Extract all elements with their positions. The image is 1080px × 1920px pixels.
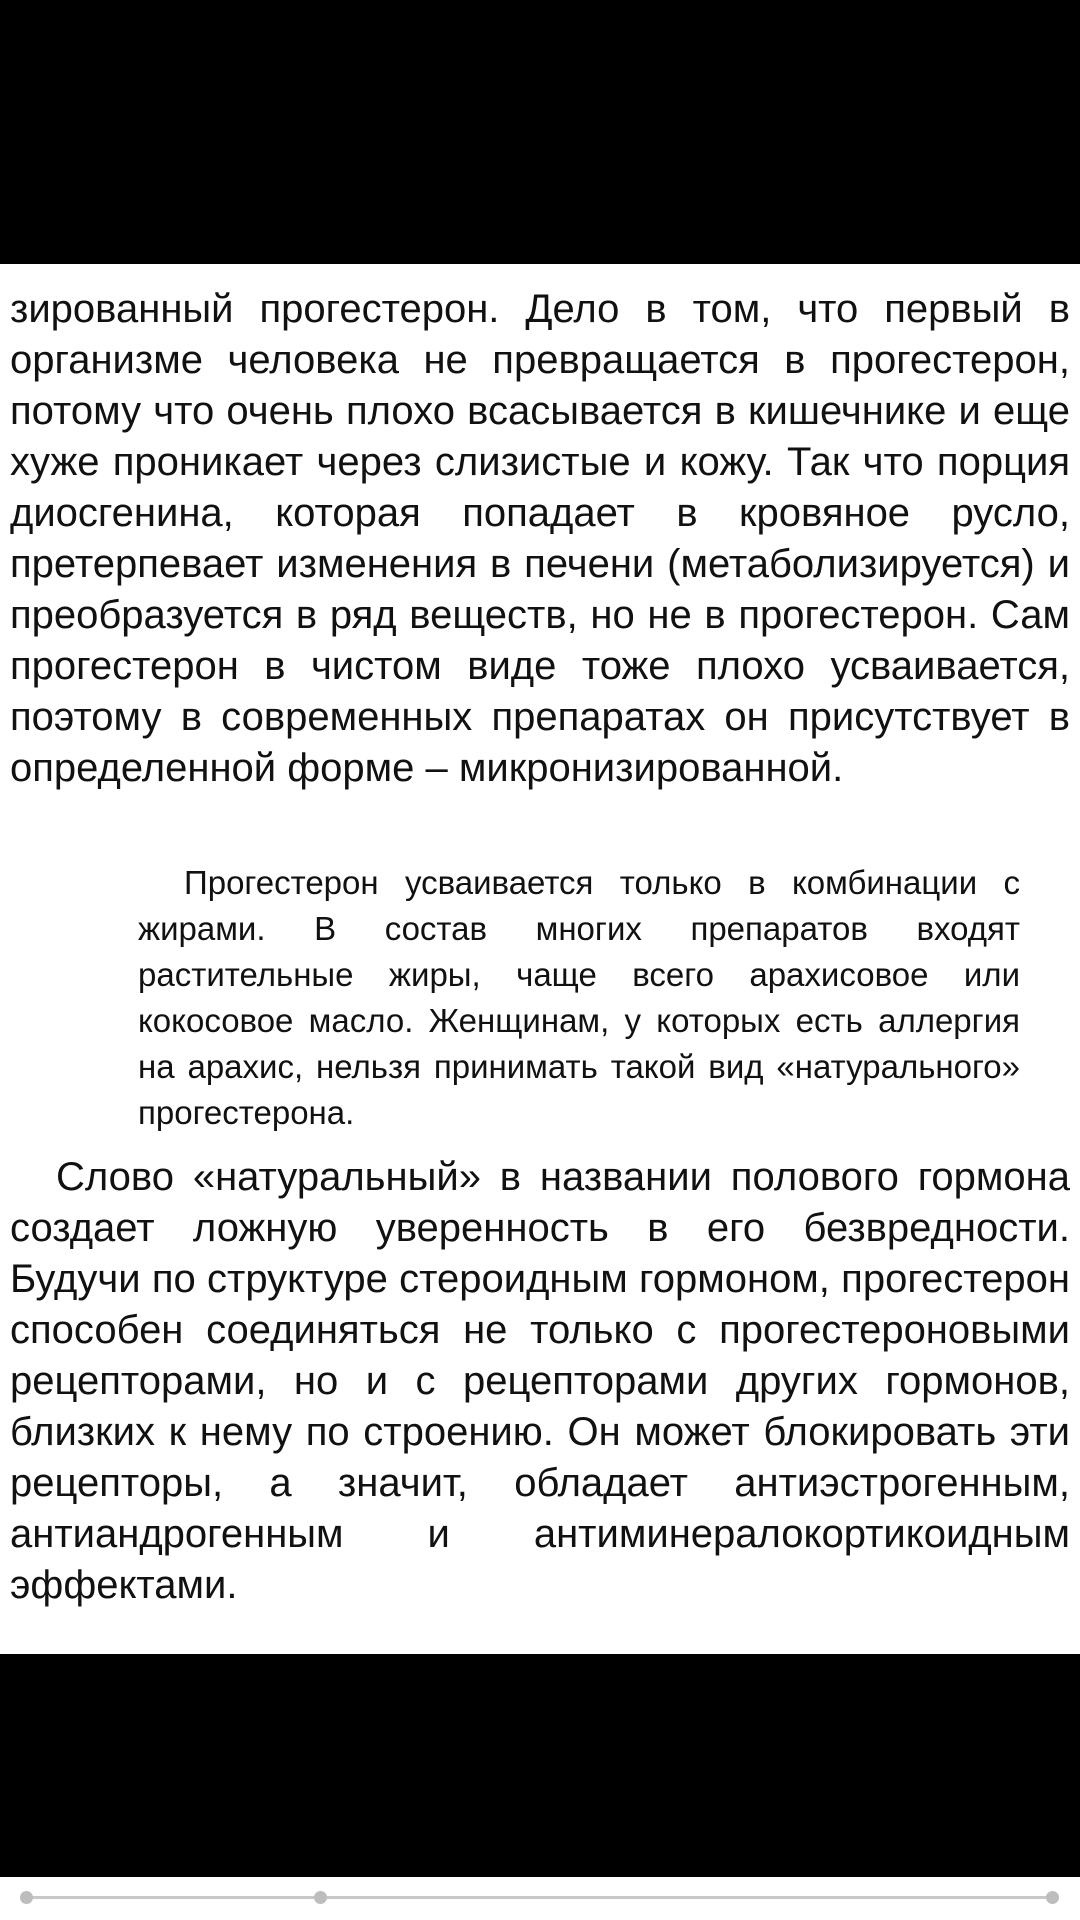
note-block: Прогестерон усваивается только в комбинации с жирами. В состав многих препаратов входят растительные жиры, чаще всего арахисовое или кокосовое масло. Женщинам, у которых есть аллергия на арахис, нельзя принимать такой вид «натурального» прогестерона. — [138, 864, 1020, 1131]
paragraph-2: Слово «натуральный» в названии полового гормона создает ложную уверенность в его безвредности. Будучи по структуре стероидным гормоном, прогестерон способен соединяться не только с прогестероновыми рецепторами, но и с рецепторами других гормонов, близких к нему по строению. Он может блокировать эти рецепторы, а значит, обладает антиэстрогенным, антиандрогенным и антиминералокортикоидным эффектами. — [10, 1155, 1070, 1607]
paragraph-1: зированный прогестерон. Дело в том, что первый в организме человека не превращается в прогестерон, потому что очень плохо всасывается в кишечнике и еще хуже проникает через слизистые и кожу. Так что порция диосгенина, которая попадает в кровяное русло, претерпевает изменения в печени (метаболизируется) и преобразуется в ряд веществ, но не в прогестерон. Сам прогестерон в чистом виде тоже плохо усваивается, поэтому в современных препаратах он присутствует в определенной форме – микронизированной. — [10, 287, 1070, 790]
scrubber-position-handle[interactable] — [314, 1891, 327, 1904]
top-letterbox — [0, 0, 1080, 264]
page-scrubber[interactable] — [0, 1877, 1080, 1920]
reader-page[interactable] — [0, 264, 1080, 1654]
scrubber-track[interactable] — [26, 1896, 1052, 1899]
scrubber-start-dot[interactable] — [20, 1891, 33, 1904]
scrubber-end-dot[interactable] — [1046, 1891, 1059, 1904]
